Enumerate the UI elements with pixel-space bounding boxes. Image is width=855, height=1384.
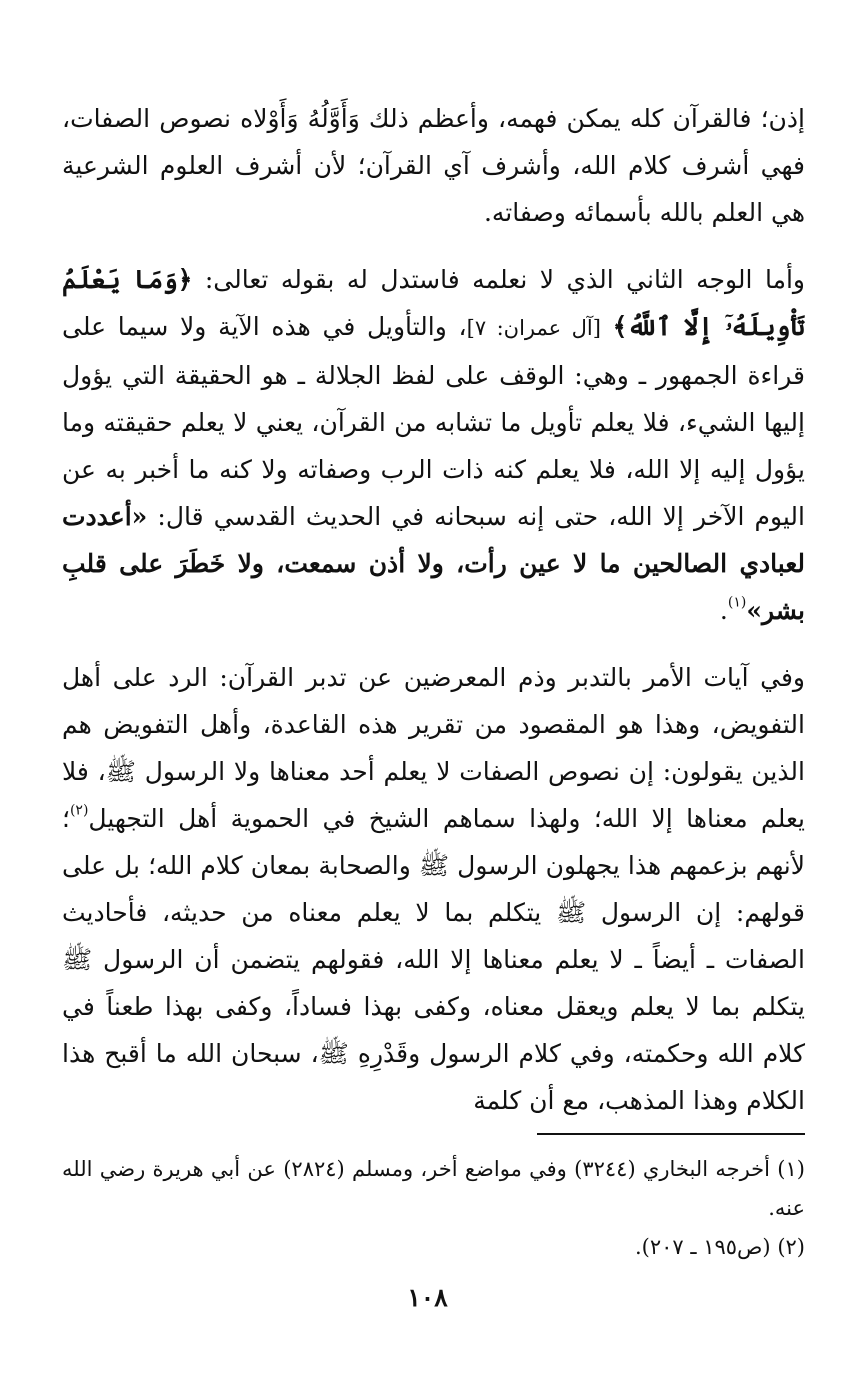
verse-reference: [آل عمران: ٧] xyxy=(466,316,601,340)
quran-verse: ﴿وَمَا يَعْلَمُ تَأْوِيلَهُۥٓ إِلَّا ٱللَّهُ﴾ xyxy=(62,265,805,341)
footnote-marker-2[interactable]: (٢) xyxy=(69,802,89,819)
paragraph-2-intro: وأما الوجه الثاني الذي لا نعلمه فاستدل له بقوله تعالى: xyxy=(204,265,805,294)
hadith-quote: «أعددت لعبادي الصالحين ما لا عين رأت، ولا أذن سمعت، ولا خَطَرَ على قلبِ بشر» xyxy=(62,502,805,625)
footnote-2-number: (٢) xyxy=(777,1235,805,1259)
footnote-1-number: (١) xyxy=(777,1157,805,1181)
paragraph-3-text-a: وفي آيات الأمر بالتدبر وذم المعرضين عن تدبر القرآن: الرد على أهل التفويض، وهذا هو المقصود من تقرير هذه القاعدة، وأهل التفويض هم الذين يقولون: إن نصوص الصفات لا يعلم أحد معناها ولا الرسول ﷺ، فلا يعلم معناها إلا الله؛ ولهذا سماهم الشيخ في الحموية أهل التجهيل xyxy=(62,663,805,833)
paragraph-1 xyxy=(62,95,805,236)
paragraph-1-text: إذن؛ فالقرآن كله يمكن فهمه، وأعظم ذلك وَأَوَّلُهُ وَأَوْلاه نصوص الصفات، فهي أشرف كلام الله، وأشرف آي القرآن؛ لأن أشرف العلوم الشرعية هي العلم بالله بأسمائه وصفاته. xyxy=(62,104,805,227)
footnote-1-text: أخرجه البخاري (٣٢٤٤) وفي مواضع أخر، ومسلم (٢٨٢٤) عن أبي هريرة رضي الله عنه. xyxy=(62,1157,805,1220)
paragraph-3-text-b: ؛ لأنهم بزعمهم هذا يجهلون الرسول ﷺ والصحابة بمعان كلام الله؛ بل على قولهم: إن الرسول ﷺ يتكلم بما لا يعلم معناه من حديثه، فأحاديث الصفات ـ أيضاً ـ لا يعلم معناها إلا الله، فقولهم يتضمن أن الرسول ﷺ يتكلم بما لا يعلم ويعقل معناه، وكفى بهذا فساداً، وكفى بهذا طعناً في كلام الله وحكمته، وفي كلام الرسول وقَدْرِهِ ﷺ، سبحان الله ما أقبح هذا الكلام وهذا المذهب، مع أن كلمة xyxy=(62,804,805,1115)
footnote-2-text: (ص١٩٥ ـ ٢٠٧). xyxy=(634,1235,771,1259)
footnotes xyxy=(62,1150,805,1267)
footnote-marker-1[interactable]: (١) xyxy=(727,594,747,611)
paragraph-2-end: . xyxy=(719,596,728,625)
footnote-2 xyxy=(62,1228,805,1267)
paragraph-3 xyxy=(62,654,805,1124)
footnote-1 xyxy=(62,1150,805,1228)
page-number: ١٠٨ xyxy=(407,1283,448,1312)
paragraph-2 xyxy=(62,256,805,634)
main-text xyxy=(62,95,805,1144)
footnote-divider xyxy=(537,1133,805,1135)
paragraph-2-body: ، والتأويل في هذه الآية ولا سيما على قراءة الجمهور ـ وهي: الوقف على لفظ الجلالة ـ هو الحقيقة التي يؤول إليها الشيء، فلا يعلم تأويل ما تشابه من القرآن، يعني لا يعلم حقيقته وما يؤول إليه إلا الله، فلا يعلم كنه ذات الرب وصفاته ولا كنه ما أخبر به عن اليوم الآخر إلا الله، حتى إنه سبحانه في الحديث القدسي قال: xyxy=(62,312,805,531)
